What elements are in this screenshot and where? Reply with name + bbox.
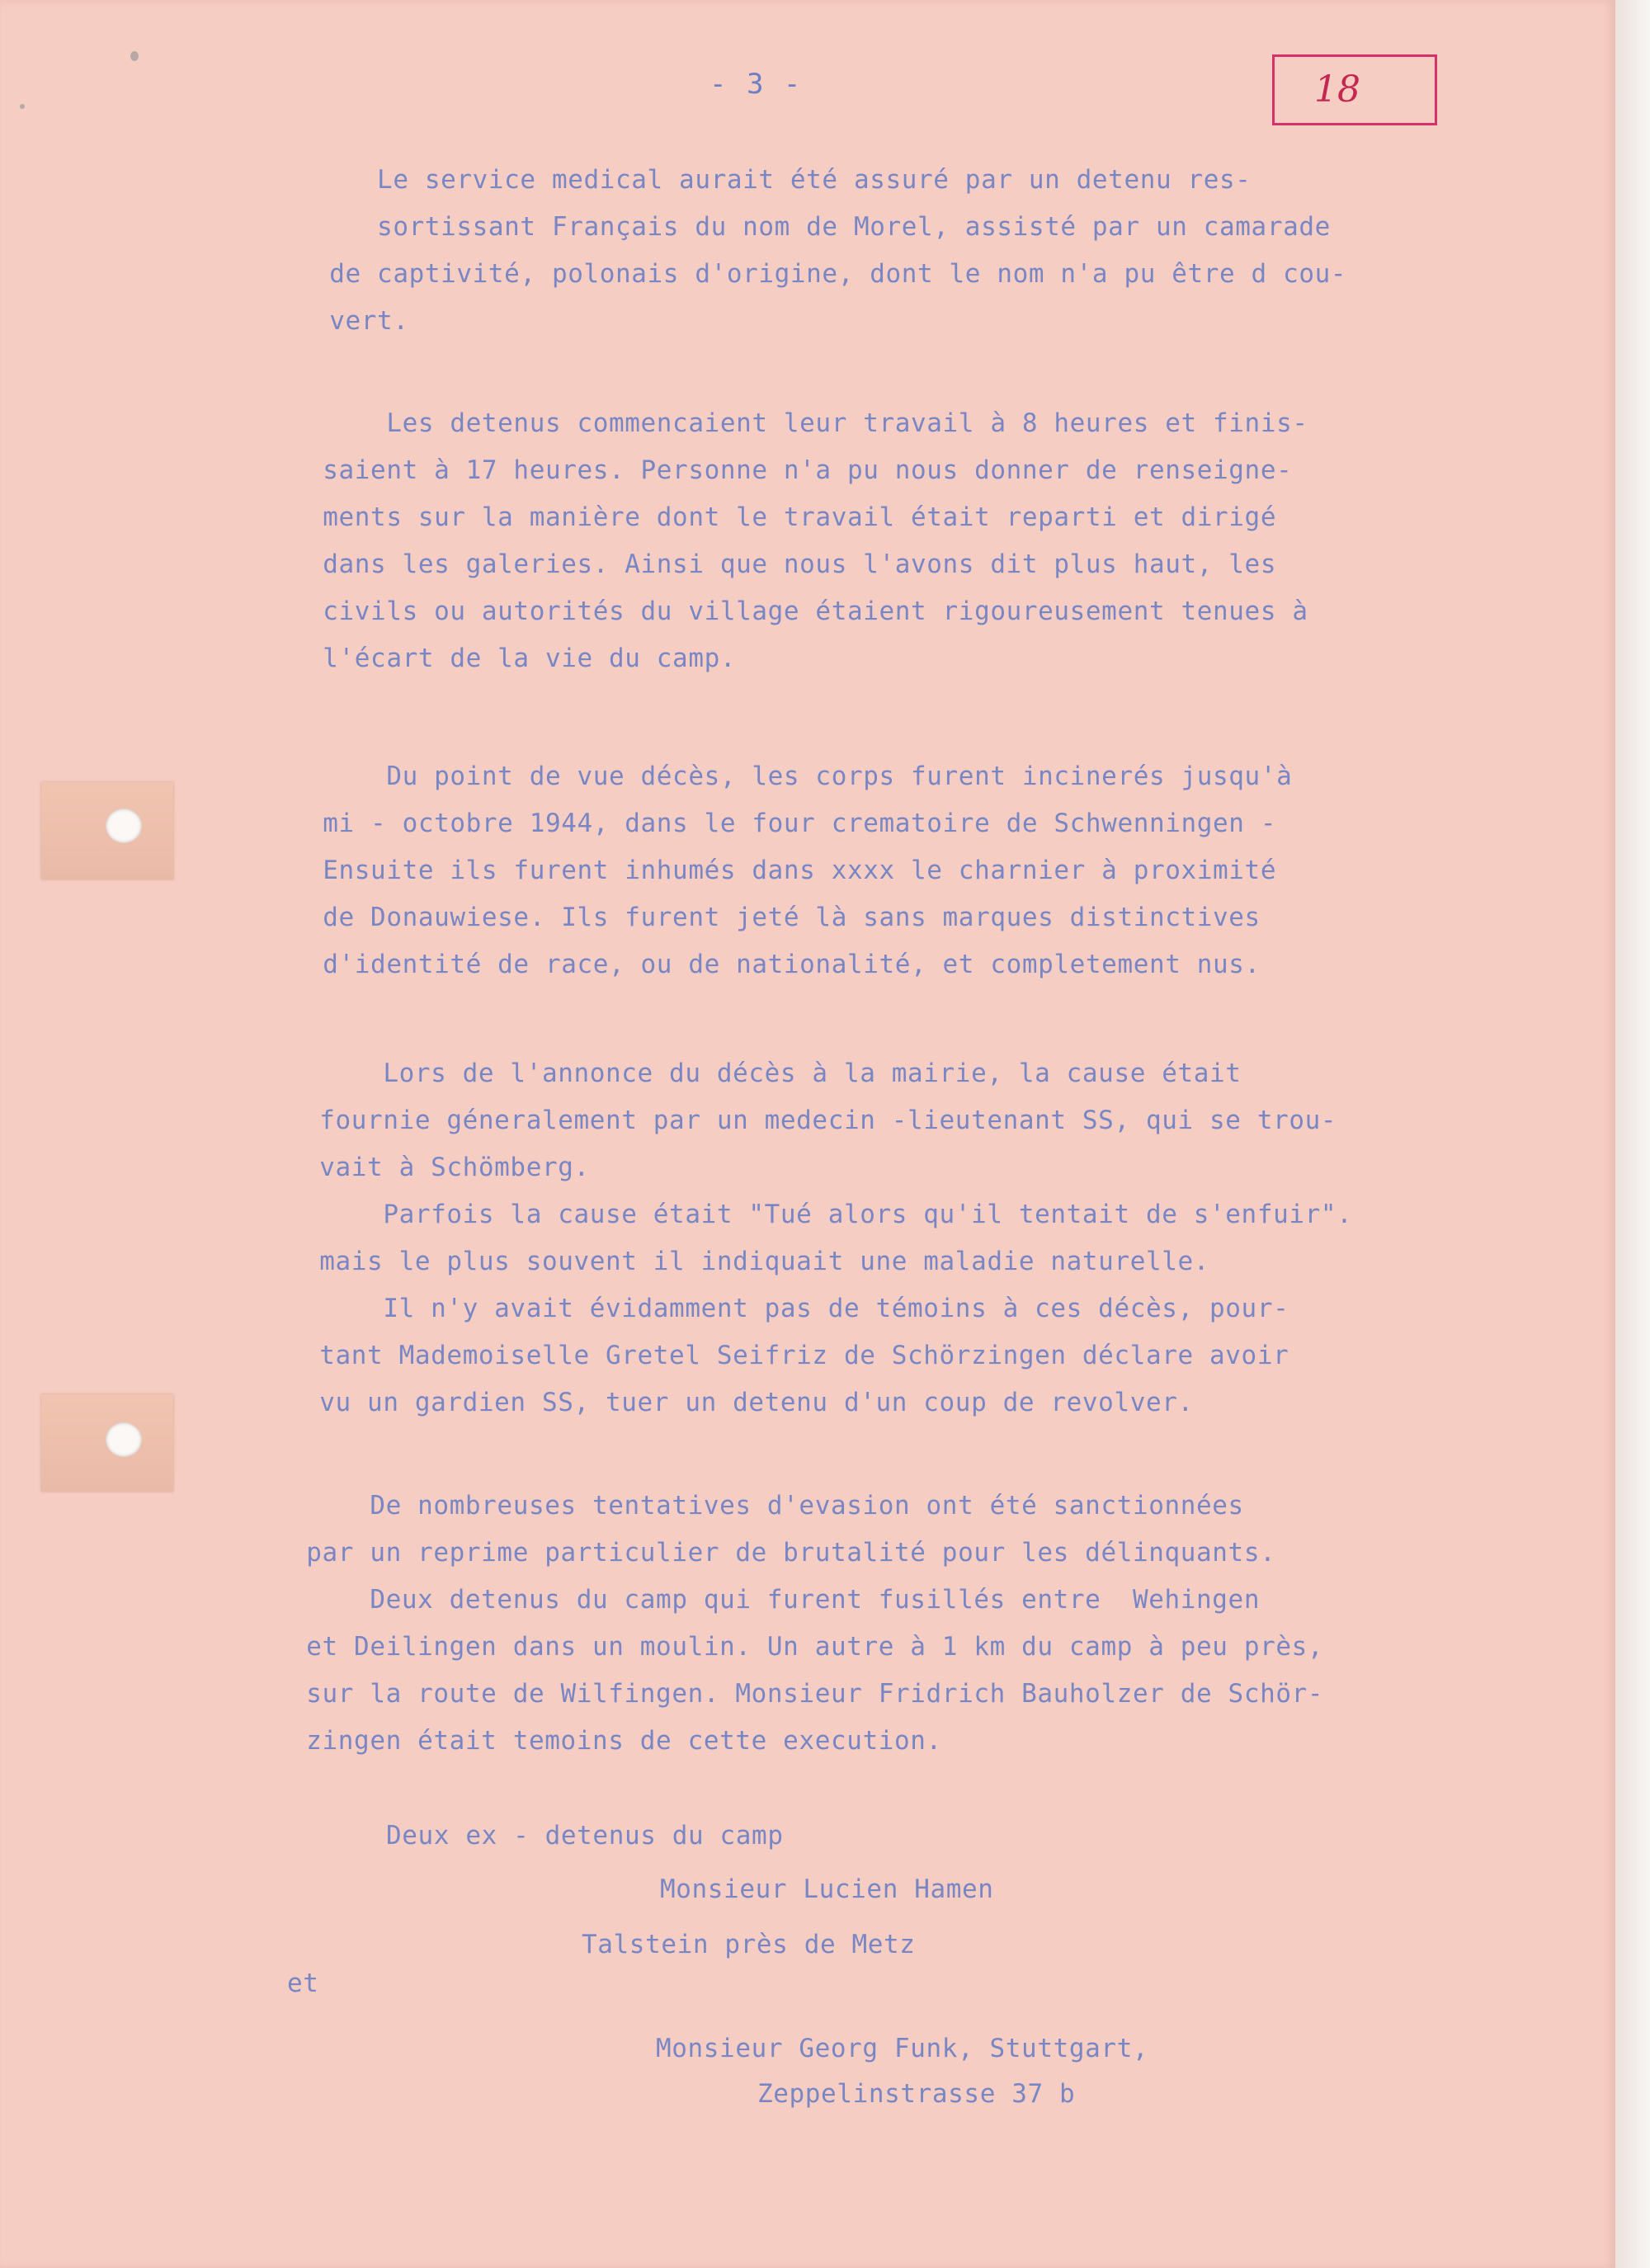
signature-name-hamen: Monsieur Lucien Hamen — [660, 1874, 994, 1904]
folio-stamp — [1272, 54, 1437, 125]
page-edge — [1615, 0, 1650, 2268]
signature-conjunction: et — [287, 1969, 319, 1998]
folio-stamp-number: 18 — [1314, 68, 1360, 111]
punch-hole-lower — [106, 1422, 142, 1457]
paragraph-medical-service: Le service medical aurait été assuré par un detenu res- sortissant Français du nom de Morel, assisté par un camarade de captivité, polonais d'origine, dont le nom n'a pu être d cou- vert. — [329, 165, 1347, 336]
paragraph-death-causes: Lors de l'annonce du décès à la mairie, la cause était fournie géneralement par un medecin -lieutenant SS, qui se trou- vait à Schömberg. Parfois la cause était "Tué alors qu'il tentait de s'enfuir". mais le plus souvent il indiquait une maladie naturelle. Il n'y avait évidamment pas de témoins à ces décès, pour- tant Mademoiselle Gretel Seifriz de Schörzingen déclare avoir vu un gardien SS, tuer un detenu d'un coup de revolver. — [319, 1059, 1353, 1417]
paper-speck — [130, 51, 139, 61]
paper-speck — [20, 104, 25, 109]
signature-place-hamen: Talstein près de Metz — [582, 1930, 916, 1959]
page-number: - 3 - — [710, 68, 803, 101]
signature-intro: Deux ex - detenus du camp — [386, 1821, 784, 1851]
signature-address-funk: Zeppelinstrasse 37 b — [757, 2079, 1076, 2109]
paragraph-work-hours: Les detenus commencaient leur travail à 8 heures et finis- saient à 17 heures. Personne n'a pu nous donner de renseigne- ments sur la manière dont le travail était reparti et dirigé dans les galeries. Ainsi que nous l'avons dit plus haut, les civils ou autorités du village étaient rigoureusement tenues à l'écart de la vie du camp. — [323, 408, 1308, 673]
signature-name-funk: Monsieur Georg Funk, Stuttgart, — [656, 2034, 1149, 2063]
punch-hole-upper — [106, 809, 142, 843]
paragraph-escapes: De nombreuses tentatives d'evasion ont été sanctionnées par un reprime particulier de brutalité pour les délinquants. Deux detenus du camp qui furent fusillés entre Wehingen et Deilingen dans un moulin. Un autre à 1 km du camp à peu près, sur la route de Wilfingen. Monsieur Fridrich Bauholzer de Schör- zingen était temoins de cette execution. — [306, 1491, 1324, 1756]
paragraph-deaths: Du point de vue décès, les corps furent incinerés jusqu'à mi - octobre 1944, dans le four crematoire de Schwenningen - Ensuite ils furent inhumés dans xxxx le charnier à proximité de Donauwiese. Ils furent jeté là sans marques distinctives d'identité de race, ou de nationalité, et completement nus. — [323, 762, 1293, 979]
